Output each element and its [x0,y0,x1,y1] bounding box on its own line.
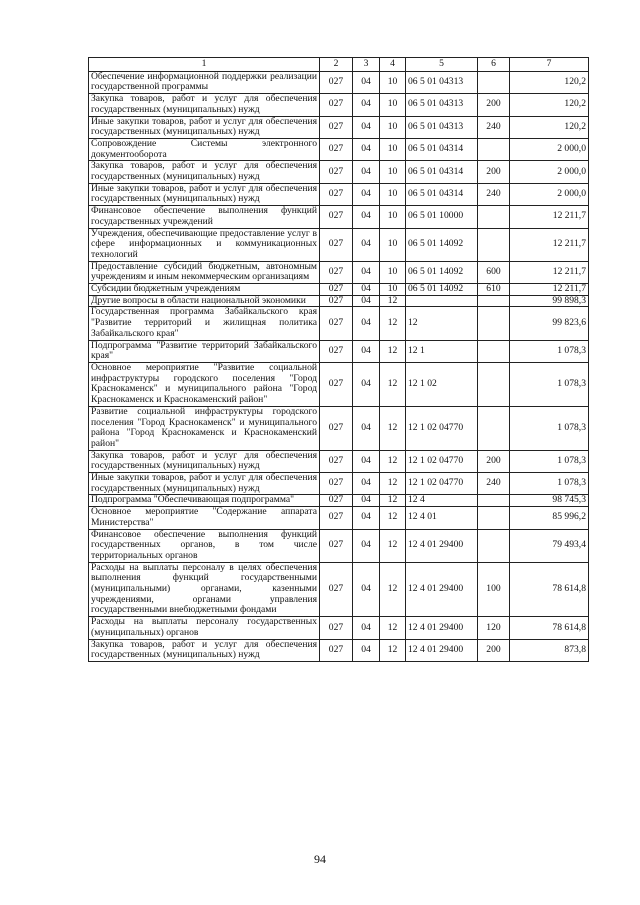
subsection-code-cell: 12 [380,562,406,617]
expense-type-cell [478,138,510,160]
row-name-cell: Закупка товаров, работ и услуг для обеспечения государственных (муниципальных) нужд [89,639,320,661]
grbs-code-cell: 027 [320,71,353,93]
subsection-code-cell: 10 [380,161,406,183]
amount-cell: 2 000,0 [510,161,589,183]
subsection-code-cell: 12 [380,529,406,562]
amount-cell: 78 614,8 [510,617,589,639]
budget-table [88,57,589,662]
expense-type-cell: 200 [478,94,510,116]
table-row [89,71,589,93]
row-name-cell: Иные закупки товаров, работ и услуг для обеспечения государственных (муниципальных) нужд [89,116,320,138]
table-row [89,116,589,138]
amount-cell: 1 078,3 [510,362,589,406]
amount-cell: 1 078,3 [510,450,589,472]
table-row [89,340,589,362]
table-row [89,450,589,472]
table-row [89,295,589,307]
row-name-cell: Закупка товаров, работ и услуг для обеспечения государственных (муниципальных) нужд [89,161,320,183]
column-header: 3 [353,58,380,72]
row-name-cell: Финансовое обеспечение выполнения функций государственных органов, в том числе территориальных органов [89,529,320,562]
subsection-code-cell: 12 [380,495,406,507]
section-code-cell: 04 [353,116,380,138]
section-code-cell: 04 [353,161,380,183]
table-row [89,617,589,639]
grbs-code-cell: 027 [320,94,353,116]
section-code-cell: 04 [353,94,380,116]
amount-cell: 873,8 [510,639,589,661]
table-row [89,94,589,116]
section-code-cell: 04 [353,261,380,283]
section-code-cell: 04 [353,450,380,472]
subsection-code-cell: 10 [380,138,406,160]
row-name-cell: Закупка товаров, работ и услуг для обеспечения государственных (муниципальных) нужд [89,94,320,116]
target-article-cell: 06 5 01 04314 [406,183,478,205]
subsection-code-cell: 10 [380,261,406,283]
expense-type-cell [478,529,510,562]
amount-cell: 1 078,3 [510,406,589,450]
table-row [89,473,589,495]
section-code-cell: 04 [353,206,380,228]
amount-cell: 79 493,4 [510,529,589,562]
page-number: 94 [314,852,326,866]
section-code-cell: 04 [353,473,380,495]
grbs-code-cell: 027 [320,161,353,183]
expense-type-cell: 240 [478,116,510,138]
subsection-code-cell: 12 [380,307,406,340]
column-number-row [89,58,589,72]
grbs-code-cell: 027 [320,183,353,205]
amount-cell: 12 211,7 [510,228,589,261]
section-code-cell: 04 [353,362,380,406]
target-article-cell: 12 1 02 [406,362,478,406]
target-article-cell: 12 1 02 04770 [406,473,478,495]
target-article-cell: 06 5 01 14092 [406,228,478,261]
target-article-cell: 12 4 [406,495,478,507]
row-name-cell: Закупка товаров, работ и услуг для обеспечения государственных (муниципальных) нужд [89,450,320,472]
amount-cell: 78 614,8 [510,562,589,617]
grbs-code-cell: 027 [320,562,353,617]
amount-cell: 2 000,0 [510,138,589,160]
row-name-cell: Основное мероприятие "Развитие социальной инфраструктуры городского поселения "Город Краснокаменск" и муниципального района "Город Краснокаменск и Краснокаменский район" [89,362,320,406]
section-code-cell: 04 [353,307,380,340]
subsection-code-cell: 10 [380,71,406,93]
grbs-code-cell: 027 [320,507,353,529]
target-article-cell: 06 5 01 14092 [406,261,478,283]
section-code-cell: 04 [353,295,380,307]
target-article-cell: 06 5 01 04313 [406,71,478,93]
expense-type-cell [478,228,510,261]
subsection-code-cell: 12 [380,617,406,639]
expense-type-cell: 200 [478,450,510,472]
grbs-code-cell: 027 [320,406,353,450]
table-row [89,138,589,160]
row-name-cell: Подпрограмма "Развитие территорий Забайкальского края" [89,340,320,362]
section-code-cell: 04 [353,406,380,450]
row-name-cell: Предоставление субсидий бюджетным, автономным учреждениям и иным некоммерческим организациям [89,261,320,283]
section-code-cell: 04 [353,138,380,160]
row-name-cell: Расходы на выплаты персоналу государственных (муниципальных) органов [89,617,320,639]
grbs-code-cell: 027 [320,228,353,261]
subsection-code-cell: 12 [380,450,406,472]
grbs-code-cell: 027 [320,138,353,160]
target-article-cell: 12 4 01 [406,507,478,529]
table-row [89,406,589,450]
table-row [89,284,589,296]
section-code-cell: 04 [353,284,380,296]
expense-type-cell: 240 [478,183,510,205]
section-code-cell: 04 [353,183,380,205]
section-code-cell: 04 [353,507,380,529]
target-article-cell: 06 5 01 04314 [406,138,478,160]
expense-type-cell: 120 [478,617,510,639]
column-header: 7 [510,58,589,72]
amount-cell: 98 745,3 [510,495,589,507]
expense-type-cell [478,340,510,362]
row-name-cell: Другие вопросы в области национальной экономики [89,295,320,307]
expense-type-cell [478,406,510,450]
amount-cell: 1 078,3 [510,473,589,495]
section-code-cell: 04 [353,529,380,562]
expense-type-cell: 600 [478,261,510,283]
subsection-code-cell: 12 [380,406,406,450]
subsection-code-cell: 12 [380,340,406,362]
expense-type-cell [478,507,510,529]
subsection-code-cell: 12 [380,362,406,406]
row-name-cell: Учреждения, обеспечивающие предоставление услуг в сфере информационных и коммуникационных технологий [89,228,320,261]
subsection-code-cell: 12 [380,639,406,661]
table-row [89,228,589,261]
amount-cell: 99 823,6 [510,307,589,340]
grbs-code-cell: 027 [320,116,353,138]
expense-type-cell: 200 [478,161,510,183]
row-name-cell: Иные закупки товаров, работ и услуг для обеспечения государственных (муниципальных) нужд [89,183,320,205]
table-row [89,307,589,340]
grbs-code-cell: 027 [320,617,353,639]
table-row [89,639,589,661]
target-article-cell: 12 4 01 29400 [406,529,478,562]
amount-cell: 120,2 [510,94,589,116]
amount-cell: 12 211,7 [510,284,589,296]
expense-type-cell [478,206,510,228]
column-header: 2 [320,58,353,72]
row-name-cell: Субсидии бюджетным учреждениям [89,284,320,296]
row-name-cell: Сопровождение Системы электронного документооборота [89,138,320,160]
amount-cell: 120,2 [510,71,589,93]
table-row [89,495,589,507]
target-article-cell: 12 4 01 29400 [406,639,478,661]
amount-cell: 12 211,7 [510,261,589,283]
grbs-code-cell: 027 [320,495,353,507]
grbs-code-cell: 027 [320,261,353,283]
row-name-cell: Основное мероприятие "Содержание аппарата Министерства" [89,507,320,529]
column-header: 1 [89,58,320,72]
row-name-cell: Развитие социальной инфраструктуры городского поселения "Город Краснокаменск" и муниципального района "Город Краснокаменск и Краснокаменский район" [89,406,320,450]
amount-cell: 1 078,3 [510,340,589,362]
target-article-cell: 06 5 01 04313 [406,94,478,116]
table-row [89,206,589,228]
subsection-code-cell: 10 [380,284,406,296]
grbs-code-cell: 027 [320,362,353,406]
amount-cell: 99 898,3 [510,295,589,307]
grbs-code-cell: 027 [320,206,353,228]
target-article-cell: 12 1 02 04770 [406,406,478,450]
amount-cell: 120,2 [510,116,589,138]
amount-cell: 2 000,0 [510,183,589,205]
grbs-code-cell: 027 [320,473,353,495]
row-name-cell: Подпрограмма "Обеспечивающая подпрограмма" [89,495,320,507]
target-article-cell [406,295,478,307]
expense-type-cell [478,295,510,307]
row-name-cell: Финансовое обеспечение выполнения функций государственных учреждений [89,206,320,228]
expense-type-cell [478,71,510,93]
expense-type-cell: 240 [478,473,510,495]
expense-type-cell: 100 [478,562,510,617]
expense-type-cell [478,495,510,507]
subsection-code-cell: 10 [380,94,406,116]
grbs-code-cell: 027 [320,307,353,340]
table-row [89,507,589,529]
target-article-cell: 12 4 01 29400 [406,562,478,617]
subsection-code-cell: 12 [380,295,406,307]
section-code-cell: 04 [353,228,380,261]
expense-type-cell [478,362,510,406]
grbs-code-cell: 027 [320,340,353,362]
subsection-code-cell: 10 [380,116,406,138]
expense-type-cell [478,307,510,340]
grbs-code-cell: 027 [320,639,353,661]
table-row [89,529,589,562]
column-header: 6 [478,58,510,72]
row-name-cell: Расходы на выплаты персоналу в целях обеспечения выполнения функций государственными (муниципальными) органами, казенными учреждениями, органами управления государственными внебюджетными фондами [89,562,320,617]
table-body [89,71,589,661]
amount-cell: 85 996,2 [510,507,589,529]
subsection-code-cell: 10 [380,228,406,261]
table-row [89,161,589,183]
column-header: 4 [380,58,406,72]
section-code-cell: 04 [353,617,380,639]
table-row [89,362,589,406]
section-code-cell: 04 [353,639,380,661]
grbs-code-cell: 027 [320,450,353,472]
row-name-cell: Государственная программа Забайкальского края "Развитие территорий и жилищная политика Забайкальского края" [89,307,320,340]
target-article-cell: 12 4 01 29400 [406,617,478,639]
target-article-cell: 06 5 01 04313 [406,116,478,138]
table-row [89,562,589,617]
grbs-code-cell: 027 [320,284,353,296]
expense-type-cell: 610 [478,284,510,296]
target-article-cell: 12 [406,307,478,340]
amount-cell: 12 211,7 [510,206,589,228]
row-name-cell: Обеспечение информационной поддержки реализации государственной программы [89,71,320,93]
column-header: 5 [406,58,478,72]
target-article-cell: 06 5 01 14092 [406,284,478,296]
grbs-code-cell: 027 [320,529,353,562]
subsection-code-cell: 10 [380,183,406,205]
section-code-cell: 04 [353,495,380,507]
table-row [89,261,589,283]
target-article-cell: 12 1 02 04770 [406,450,478,472]
expense-type-cell: 200 [478,639,510,661]
subsection-code-cell: 10 [380,206,406,228]
grbs-code-cell: 027 [320,295,353,307]
target-article-cell: 12 1 [406,340,478,362]
subsection-code-cell: 12 [380,507,406,529]
section-code-cell: 04 [353,562,380,617]
section-code-cell: 04 [353,71,380,93]
target-article-cell: 06 5 01 10000 [406,206,478,228]
table-row [89,183,589,205]
section-code-cell: 04 [353,340,380,362]
row-name-cell: Иные закупки товаров, работ и услуг для обеспечения государственных (муниципальных) нужд [89,473,320,495]
target-article-cell: 06 5 01 04314 [406,161,478,183]
subsection-code-cell: 12 [380,473,406,495]
